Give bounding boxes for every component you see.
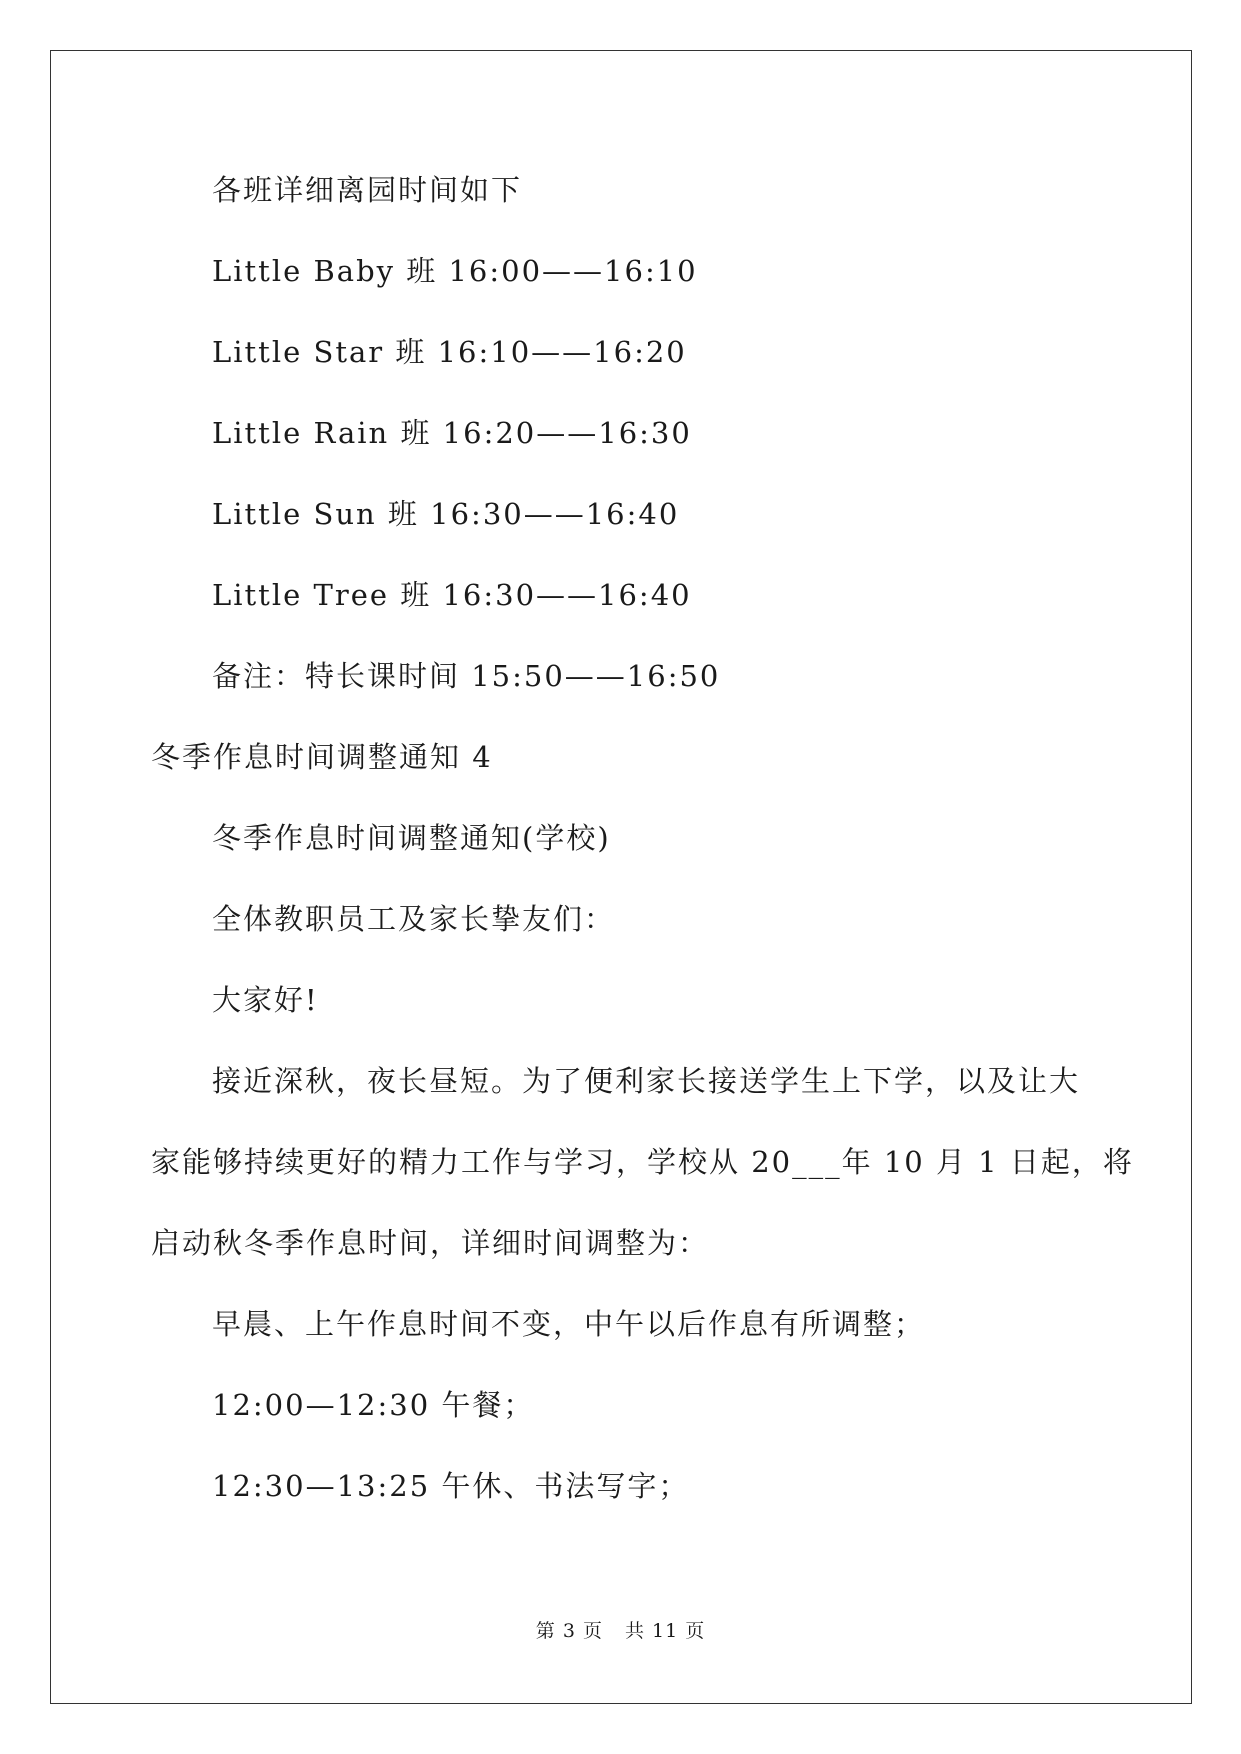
text-line-little-tree: Little Tree 班 16:30——16:40 xyxy=(212,578,692,612)
text-line-little-star: Little Star 班 16:10——16:20 xyxy=(212,335,687,369)
section-heading: 冬季作息时间调整通知 4 xyxy=(151,740,493,774)
notice-title: 冬季作息时间调整通知(学校) xyxy=(212,821,611,855)
schedule-intro: 早晨、上午作息时间不变，中午以后作息有所调整； xyxy=(212,1307,926,1341)
page-footer xyxy=(0,1616,1241,1643)
text-line-little-baby: Little Baby 班 16:00——16:10 xyxy=(212,254,698,288)
paragraph-line-2: 家能够持续更好的精力工作与学习，学校从 20___年 10 月 1 日起，将 xyxy=(151,1145,1134,1179)
schedule-item-nap: 12:30—13:25 午休、书法写字； xyxy=(212,1469,690,1503)
page-frame xyxy=(50,50,1192,1704)
text-line-little-rain: Little Rain 班 16:20——16:30 xyxy=(212,416,692,450)
text-line-note: 备注：特长课时间 15:50——16:50 xyxy=(212,659,721,693)
schedule-item-lunch: 12:00—12:30 午餐； xyxy=(212,1388,535,1422)
page-total: 共 11 页 xyxy=(624,1620,706,1642)
text-line-little-sun: Little Sun 班 16:30——16:40 xyxy=(212,497,680,531)
page-number: 第 3 页 xyxy=(535,1620,603,1642)
paragraph-line-1: 接近深秋，夜长昼短。为了便利家长接送学生上下学，以及让大 xyxy=(212,1064,1081,1098)
paragraph-line-3: 启动秋冬季作息时间，详细时间调整为： xyxy=(151,1226,710,1260)
text-line-departure-intro: 各班详细离园时间如下 xyxy=(212,173,523,207)
salutation: 全体教职员工及家长挚友们： xyxy=(212,902,616,936)
greeting: 大家好! xyxy=(212,983,319,1017)
